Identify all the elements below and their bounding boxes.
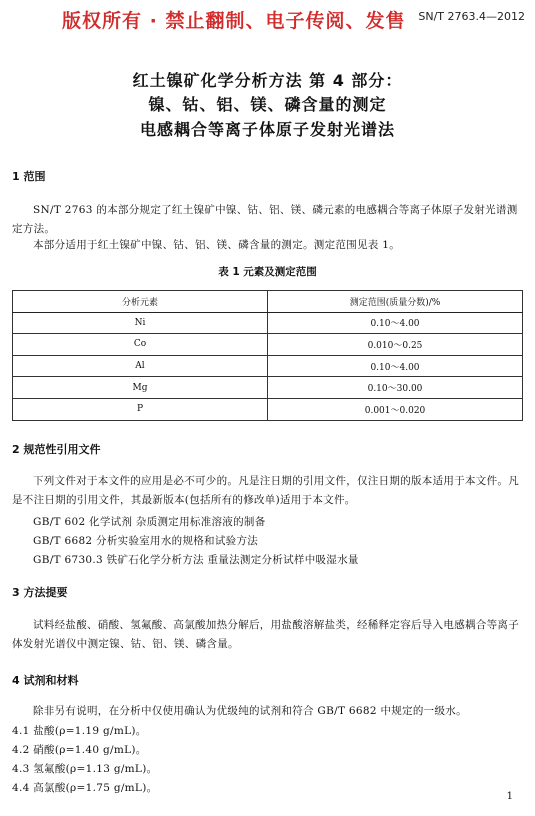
table-1-caption: 表 1 元素及测定范围 bbox=[218, 266, 317, 278]
table-cell-range: 0.001～0.020 bbox=[268, 398, 523, 420]
page-number: 1 bbox=[506, 791, 513, 802]
elements-range-table bbox=[12, 290, 523, 421]
table-row bbox=[13, 355, 523, 377]
section-2-para: 下列文件对于本文件的应用是必不可少的。凡是注日期的引用文件，仅注日期的版本适用于本文件。凡是不注日期的引用文件，其最新版本(包括所有的修改单)适用于本文件。 bbox=[12, 475, 519, 506]
table-cell-range: 0.10～4.00 bbox=[268, 355, 523, 377]
table-header-row bbox=[13, 291, 523, 313]
section-2-heading: 2 规范性引用文件 bbox=[12, 443, 101, 456]
table-row bbox=[13, 398, 523, 420]
copyright-watermark: 版权所有 · 禁止翻制、电子传阅、发售 bbox=[62, 10, 406, 32]
table-cell-element: Mg bbox=[13, 377, 268, 399]
table-cell-element: P bbox=[13, 398, 268, 420]
table-cell-range: 0.10～30.00 bbox=[268, 377, 523, 399]
table-header-range: 测定范围(质量分数)/% bbox=[268, 291, 523, 313]
doc-title-line3: 电感耦合等离子体原子发射光谱法 bbox=[139, 120, 395, 139]
reagent-item: 4.4 高氯酸(ρ=1.75 g/mL)。 bbox=[12, 782, 158, 794]
section-1-para2: 本部分适用于红土镍矿中镍、钴、铝、镁、磷含量的测定。测定范围见表 1。 bbox=[33, 239, 401, 251]
reagent-item: 4.1 盐酸(ρ=1.19 g/mL)。 bbox=[12, 725, 147, 737]
reagent-item: 4.2 硝酸(ρ=1.40 g/mL)。 bbox=[12, 744, 147, 756]
table-header-element: 分析元素 bbox=[13, 291, 268, 313]
section-1-heading: 1 范围 bbox=[12, 170, 46, 183]
section-4-para: 除非另有说明，在分析中仅使用确认为优级纯的试剂和符合 GB/T 6682 中规定的一级水。 bbox=[33, 705, 467, 717]
table-row bbox=[13, 377, 523, 399]
reference-item: GB/T 6682 分析实验室用水的规格和试验方法 bbox=[33, 535, 259, 547]
reference-item: GB/T 6730.3 铁矿石化学分析方法 重量法测定分析试样中吸湿水量 bbox=[33, 554, 359, 566]
section-1-para1: SN/T 2763 的本部分规定了红土镍矿中镍、钴、铝、镁、磷元素的电感耦合等离子体原子发射光谱测定方法。 bbox=[12, 204, 518, 235]
table-cell-element: Al bbox=[13, 355, 268, 377]
doc-title-line1: 红土镍矿化学分析方法 第 4 部分： bbox=[132, 71, 403, 90]
reference-item: GB/T 602 化学试剂 杂质测定用标准溶液的制备 bbox=[33, 516, 266, 528]
table-row bbox=[13, 334, 523, 356]
standard-code: SN/T 2763.4—2012 bbox=[418, 10, 525, 23]
table-cell-range: 0.010～0.25 bbox=[268, 334, 523, 356]
doc-title-line2: 镍、钴、铝、镁、磷含量的测定 bbox=[148, 95, 387, 114]
table-row bbox=[13, 312, 523, 334]
section-3-heading: 3 方法提要 bbox=[12, 586, 68, 599]
table-cell-range: 0.10～4.00 bbox=[268, 312, 523, 334]
table-cell-element: Ni bbox=[13, 312, 268, 334]
reagent-item: 4.3 氢氟酸(ρ=1.13 g/mL)。 bbox=[12, 763, 158, 775]
table-cell-element: Co bbox=[13, 334, 268, 356]
section-3-para: 试料经盐酸、硝酸、氢氟酸、高氯酸加热分解后，用盐酸溶解盐类，经稀释定容后导入电感耦合等离子体发射光谱仪中测定镍、钴、铝、镁、磷含量。 bbox=[12, 619, 519, 650]
section-4-heading: 4 试剂和材料 bbox=[12, 674, 79, 687]
